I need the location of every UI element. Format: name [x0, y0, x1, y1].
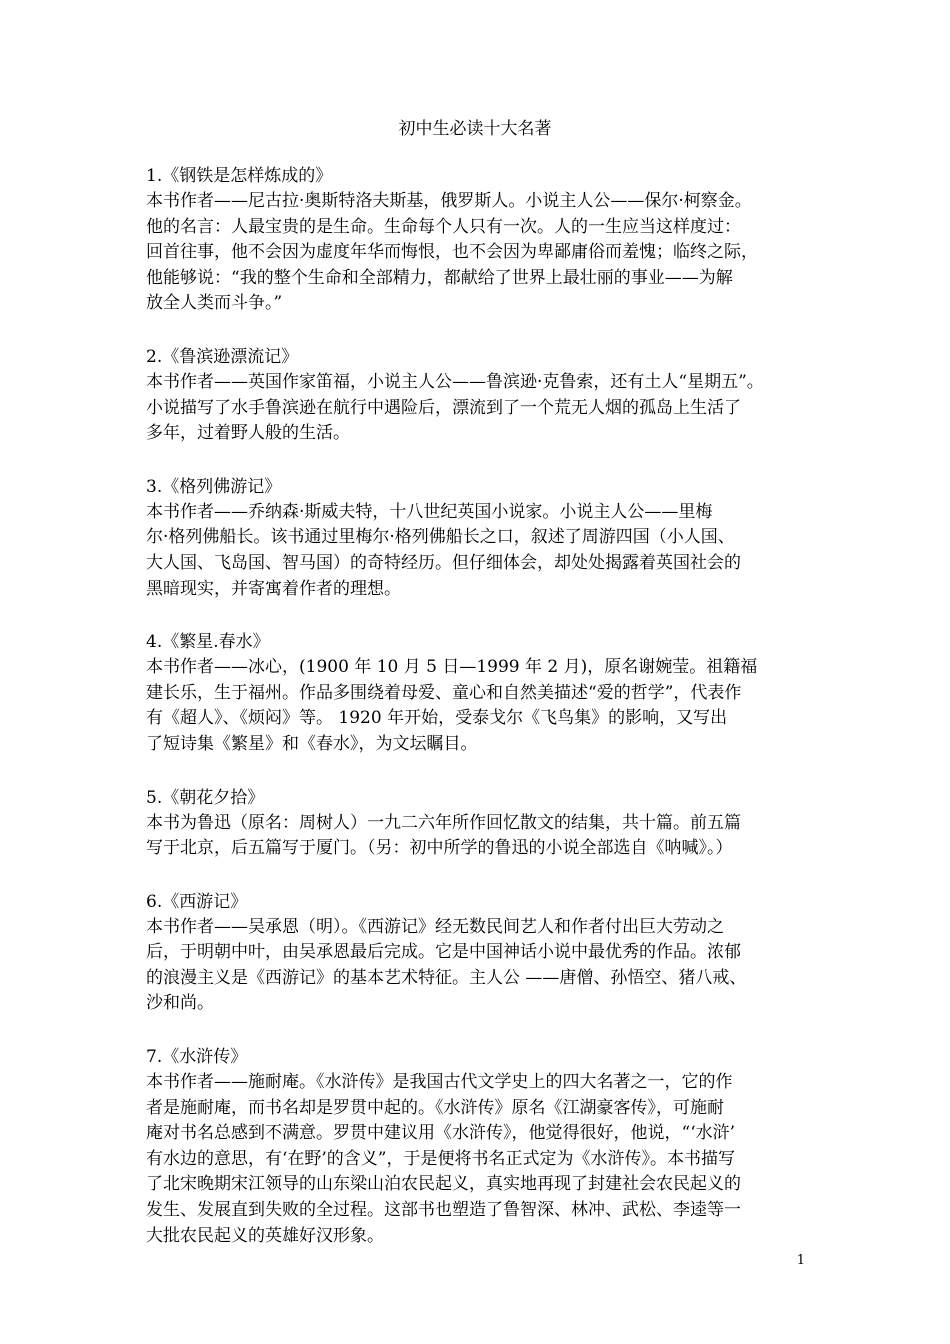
- body-text-line: 本书为鲁迅（原名：周树人）一九二六年所作回忆散文的结集，共十篇。前五篇: [146, 812, 741, 833]
- book-section: [146, 890, 810, 1017]
- body-text-line: 他能够说：“我的整个生命和全部精力，都献给了世界上最壮丽的事业——为解: [146, 267, 733, 288]
- body-text-line: 黑暗现实，并寄寓着作者的理想。: [146, 578, 401, 599]
- body-text-line: 多年，过着野人般的生活。: [146, 423, 350, 444]
- body-text-line: 本书作者——施耐庵。《水浒传》是我国古代文学史上的四大名著之一，它的作: [146, 1072, 733, 1093]
- book-heading: 1.《钢铁是怎样炼成的》: [146, 166, 333, 186]
- body-text-line: 建长乐，生于福州。作品多围绕着母爱、童心和自然美描述“爱的哲学”，代表作: [146, 682, 742, 703]
- book-heading: 6.《西游记》: [146, 891, 248, 912]
- book-section: [146, 164, 810, 317]
- body-text-line: 他的名言：人最宝贵的是生命。生命每个人只有一次。人的一生应当这样度过：: [146, 216, 741, 237]
- body-text-line: 大人国、飞岛国、智马国）的奇特经历。但仔细体会，却处处揭露着英国社会的: [146, 552, 741, 573]
- document-body: [146, 164, 810, 1277]
- body-text-line: 有《超人》、《烦闷》等。 1920 年开始，受泰戈尔《飞鸟集》的影响，又写出: [146, 708, 728, 729]
- body-text-line: 者是施耐庵，而书名却是罗贯中起的。《水浒传》原名《江湖豪客传》，可施耐: [146, 1097, 724, 1118]
- body-text-line: 小说描写了水手鲁滨逊在航行中遇险后，漂流到了一个荒无人烟的孤岛上生活了: [146, 397, 741, 418]
- body-text-line: 有水边的意思，有‘在野’的含义”，于是便将书名正式定为《水浒传》。本书描写: [146, 1148, 735, 1169]
- book-section: [146, 786, 810, 862]
- body-text-line: 的浪漫主义是《西游记》的基本艺术特征。主人公 ——唐僧、孙悟空、猪八戒、: [146, 967, 747, 988]
- body-text-line: 了北宋晚期宋江领导的山东梁山泊农民起义，真实地再现了封建社会农民起义的: [146, 1174, 741, 1195]
- book-heading: 3.《格列佛游记》: [146, 476, 282, 497]
- body-text-line: 后，于明朝中叶，由吴承恩最后完成。它是中国神话小说中最优秀的作品。浓郁: [146, 942, 741, 963]
- body-text-line: 本书作者——英国作家笛福，小说主人公——鲁滨逊·克鲁索，还有土人“星期五”。: [146, 371, 764, 392]
- body-text-line: 本书作者——乔纳森·斯威夫特，十八世纪英国小说家。小说主人公——里梅: [146, 501, 713, 522]
- body-text-line: 本书作者——吴承恩（明）。《西游记》经无数民间艺人和作者付出巨大劳动之: [146, 916, 724, 937]
- book-section: [146, 630, 810, 757]
- book-section: [146, 475, 810, 602]
- body-text-line: 放全人类而斗争。”: [146, 293, 283, 314]
- body-text-line: 本书作者——冰心，(1900 年 10 月 5 日—1999 年 2 月)，原名谢婉莹。祖籍福: [146, 657, 758, 678]
- body-text-line: 尔·格列佛船长。该书通过里梅尔·格列佛船长之口，叙述了周游四国（小人国、: [146, 527, 735, 548]
- book-heading: 2.《鲁滨逊漂流记》: [146, 346, 299, 367]
- body-text-line: 大批农民起义的英雄好汉形象。: [146, 1225, 384, 1246]
- body-text-line: 沙和尚。: [146, 993, 214, 1014]
- book-section: [146, 1045, 810, 1249]
- body-text-line: 本书作者——尼古拉·奥斯特洛夫斯基，俄罗斯人。小说主人公——保尔·柯察金。: [146, 191, 752, 211]
- book-heading: 5.《朝花夕拾》: [146, 787, 265, 808]
- body-text-line: 庵对书名总感到不满意。罗贯中建议用《水浒传》，他觉得很好，他说，“‘水浒’: [146, 1123, 735, 1144]
- book-heading: 4.《繁星.春水》: [146, 632, 270, 653]
- body-text-line: 写于北京，后五篇写于厦门。（另：初中所学的鲁迅的小说全部选自《呐喊》。）: [146, 838, 733, 859]
- book-section: [146, 345, 810, 447]
- body-text-line: 了短诗集《繁星》和《春水》，为文坛瞩目。: [146, 733, 478, 754]
- body-text-line: 回首往事，他不会因为虚度年华而悔恨，也不会因为卑鄙庸俗而羞愧；临终之际，: [146, 242, 758, 263]
- document-title: 初中生必读十大名著: [398, 119, 552, 139]
- book-heading: 7.《水浒传》: [146, 1047, 248, 1068]
- page-number: 1: [796, 1253, 805, 1268]
- body-text-line: 发生、发展直到失败的全过程。这部书也塑造了鲁智深、林冲、武松、李逵等一: [146, 1200, 741, 1221]
